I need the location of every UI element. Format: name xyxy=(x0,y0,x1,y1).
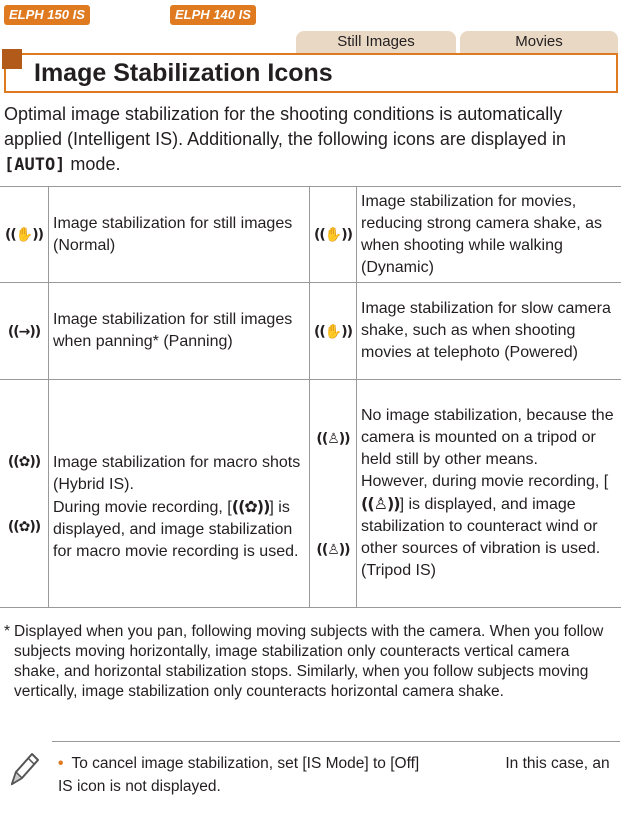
divider xyxy=(52,741,620,742)
footnote-text: Displayed when you pan, following moving subjects with the camera. When you follow subjects moving horizontally, image stabilization only counteracts vertical camera shake, and horizontal stabilization stops. Similarly, when you follow subjects moving vertically, image stabilization only counteracts horizontal camera shake. xyxy=(14,623,604,700)
note-bullet: • xyxy=(58,755,64,772)
note-text: To cancel image stabilization, set [IS Mode] to [Off] In this case, an IS icon is not displayed. xyxy=(58,755,614,795)
dynamic-is-desc: Image stabilization for movies, reducing strong camera shake, as when shooting while walking (Dynamic) xyxy=(357,187,622,283)
normal-is-icon: ((✋)) xyxy=(0,187,49,283)
hybrid-movie-is-icon: ((✿)) xyxy=(7,518,41,535)
hybrid-is-icon: ((✿)) xyxy=(7,453,41,470)
tab-still-images[interactable]: Still Images xyxy=(296,31,456,53)
tripod-is-icons xyxy=(310,380,357,608)
hybrid-is-icons xyxy=(0,380,49,608)
hybrid-is-desc: Image stabilization for macro shots (Hybrid IS). During movie recording, [((✿))] is displayed, and image stabilization for macro movie recording is used. xyxy=(49,380,310,608)
table-row xyxy=(0,187,621,283)
tripod-is-icon: ((♙)) xyxy=(316,430,350,447)
panning-is-desc: Image stabilization for still images when panning* (Panning) xyxy=(49,283,310,380)
note xyxy=(58,752,618,798)
page-title: Image Stabilization Icons xyxy=(34,59,333,87)
table-row xyxy=(0,283,621,380)
footnote-marker: * xyxy=(4,623,11,640)
tab-movies[interactable]: Movies xyxy=(460,31,618,53)
powered-is-desc: Image stabilization for slow camera shake, such as when shooting movies at telephoto (Powered) xyxy=(357,283,622,380)
normal-is-desc: Image stabilization for still images (Normal) xyxy=(49,187,310,283)
auto-mode-tag: [AUTO] xyxy=(4,155,66,175)
footnote xyxy=(4,622,616,702)
powered-is-icon: ((✋)) xyxy=(310,283,357,380)
model-badge-elph150: ELPH 150 IS xyxy=(4,5,90,25)
panning-is-icon: ((→)) xyxy=(0,283,49,380)
intro-paragraph xyxy=(4,102,616,178)
mode-tabs xyxy=(296,31,618,53)
tripod-is-desc: No image stabilization, because the camera is mounted on a tripod or held still by other means. However, during movie recording, [((♙))] is displayed, and image stabilization to counteract wind or other sources of vibration is used. (Tripod IS) xyxy=(357,380,622,608)
dynamic-is-icon: ((✋)) xyxy=(310,187,357,283)
intro-text-after: mode. xyxy=(65,154,121,174)
title-marker xyxy=(2,49,22,69)
intro-text-before: Optimal image stabilization for the shooting conditions is automatically applied (Intelligent IS). Additionally, the following icons are displayed in xyxy=(4,104,566,149)
model-badge-elph140: ELPH 140 IS xyxy=(170,5,256,25)
is-icons-table xyxy=(0,186,621,608)
table-row xyxy=(0,380,621,608)
pencil-icon xyxy=(6,750,40,790)
tripod-movie-is-icon: ((♙)) xyxy=(316,541,350,558)
